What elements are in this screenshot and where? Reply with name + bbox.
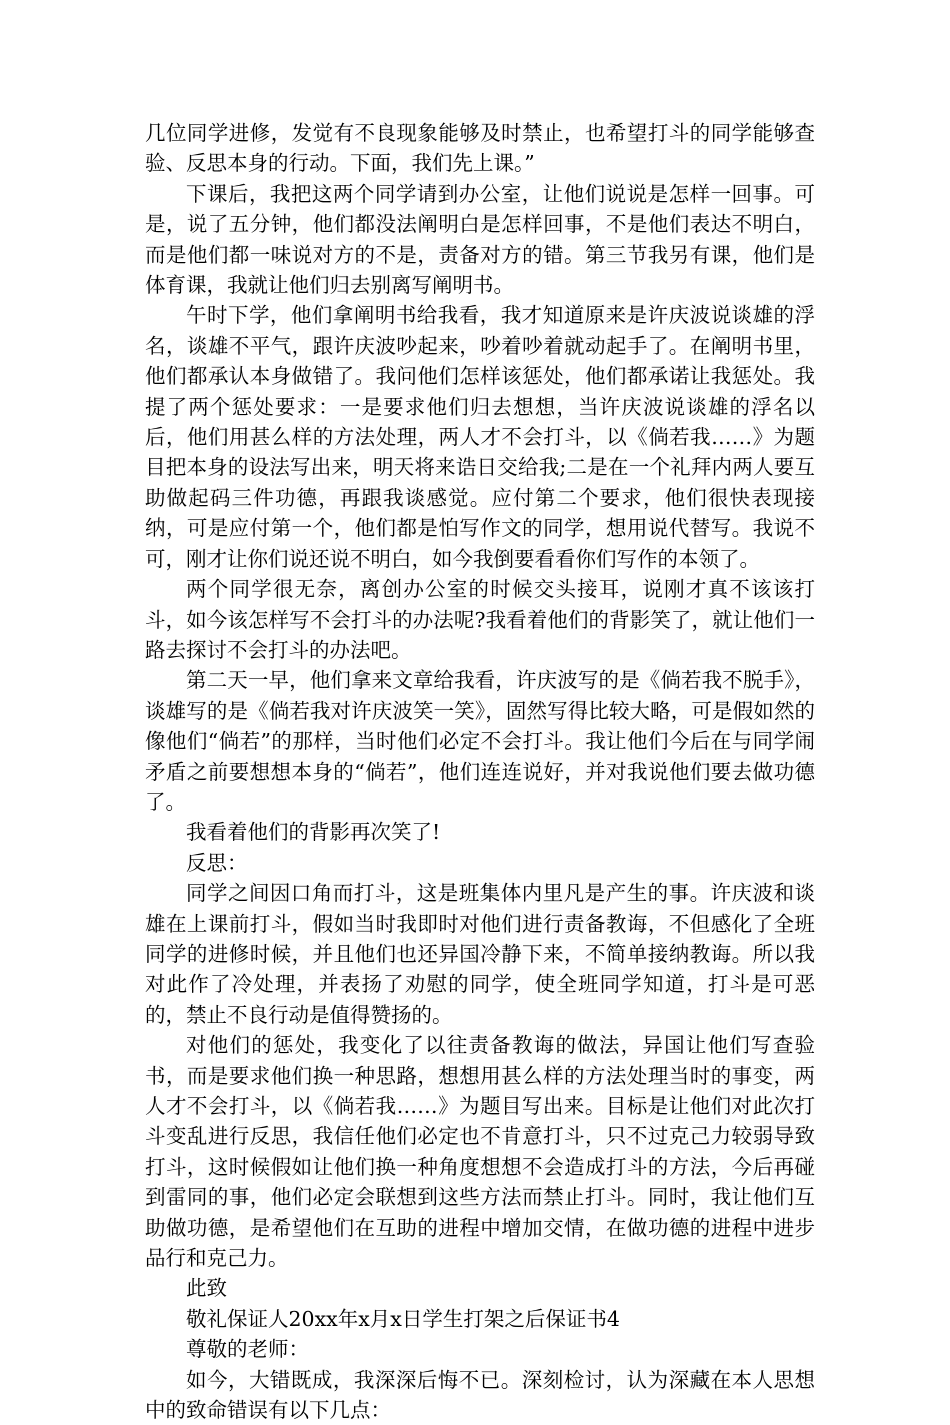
paragraph-5: 第二天一早，他们拿来文章给我看，许庆波写的是《倘若我不脱手》，谈雄写的是《倘若我对许庆波笑一笑》，固然写得比较大略，可是假如然的像他们“倘若”的那样，当时他们必定不会打斗。我让他们今后在与同学闹矛盾之前要想想本身的“倘若”，他们连连说好，并对我说他们要去做功德了。 [145, 668, 815, 814]
paragraph-8: 同学之间因口角而打斗，这是班集体内里凡是产生的事。许庆波和谈雄在上课前打斗，假如当时我即时对他们进行责备教诲，不但感化了全班同学的进修时候，并且他们也还异国冷静下来，不简单接纳教诲。所以我对此作了冷处理，并表扬了劝慰的同学，使全班同学知道，打斗是可恶的，禁止不良行动是值得赞扬的。 [145, 881, 815, 1027]
paragraph-2: 下课后，我把这两个同学请到办公室，让他们说说是怎样一回事。可是，说了五分钟，他们都没法阐明白是怎样回事，不是他们表达不明白，而是他们都一味说对方的不是，责备对方的错。第三节我另有课，他们是体育课，我就让他们归去别离写阐明书。 [145, 181, 815, 298]
paragraph-6: 我看着他们的背影再次笑了! [186, 820, 441, 845]
paragraph-13: 如今，大错既成，我深深后悔不已。深刻检讨，认为深藏在本人思想中的致命错误有以下几点： [145, 1367, 815, 1423]
paragraph-3: 午时下学，他们拿阐明书给我看，我才知道原来是许庆波说谈雄的浮名，谈雄不平气，跟许庆波吵起来，吵着吵着就动起手了。在阐明书里，他们都承认本身做错了。我问他们怎样该惩处，他们都承诺让我惩处。我提了两个惩处要求：一是要求他们归去想想，当许庆波说谈雄的浮名以后，他们用甚么样的方法处理，两人才不会打斗，以《倘若我……》为题目把本身的设法写出来，明天将来诰日交给我;二是在一个礼拜内两人要互助做起码三件功德，再跟我谈感觉。应付第二个要求，他们很快表现接纳，可是应付第一个，他们都是怕写作文的同学，想用说代替写。我说不可，刚才让你们说还说不明白，如今我倒要看看你们写作的本领了。 [145, 303, 815, 571]
closing-salutation: 此致 [186, 1276, 227, 1301]
paragraph-9: 对他们的惩处，我变化了以往责备教诲的做法，异国让他们写查验书，而是要求他们换一种思路，想想用甚么样的方法处理当时的事变，两人才不会打斗，以《倘若我……》为题目写出来。目标是让他们对此次打斗变乱进行反思，我信任他们必定也不肯意打斗，只不过克己力较弱导致打斗，这时候假如让他们换一种角度想想不会造成打斗的方法，今后再碰到雷同的事，他们必定会联想到这些方法而禁止打斗。同时，我让他们互助做功德，是希望他们在互助的进程中增加交情，在做功德的进程中进步品行和克己力。 [145, 1033, 815, 1271]
paragraph-1: 几位同学进修，发觉有不良现象能够及时禁止，也希望打斗的同学能够查验、反思本身的行动。下面，我们先上课。” [145, 121, 815, 176]
reflection-heading: 反思： [186, 850, 248, 875]
letter-greeting: 尊敬的老师： [186, 1337, 309, 1362]
document-body [145, 118, 815, 1425]
paragraph-4: 两个同学很无奈，离创办公室的时候交头接耳，说刚才真不该该打斗，如今该怎样写不会打斗的办法呢?我看着他们的背影笑了，就让他们一路去探讨不会打斗的办法吧。 [145, 577, 815, 662]
signature-line: 敬礼保证人20xx年x月x日学生打架之后保证书4 [186, 1306, 620, 1331]
